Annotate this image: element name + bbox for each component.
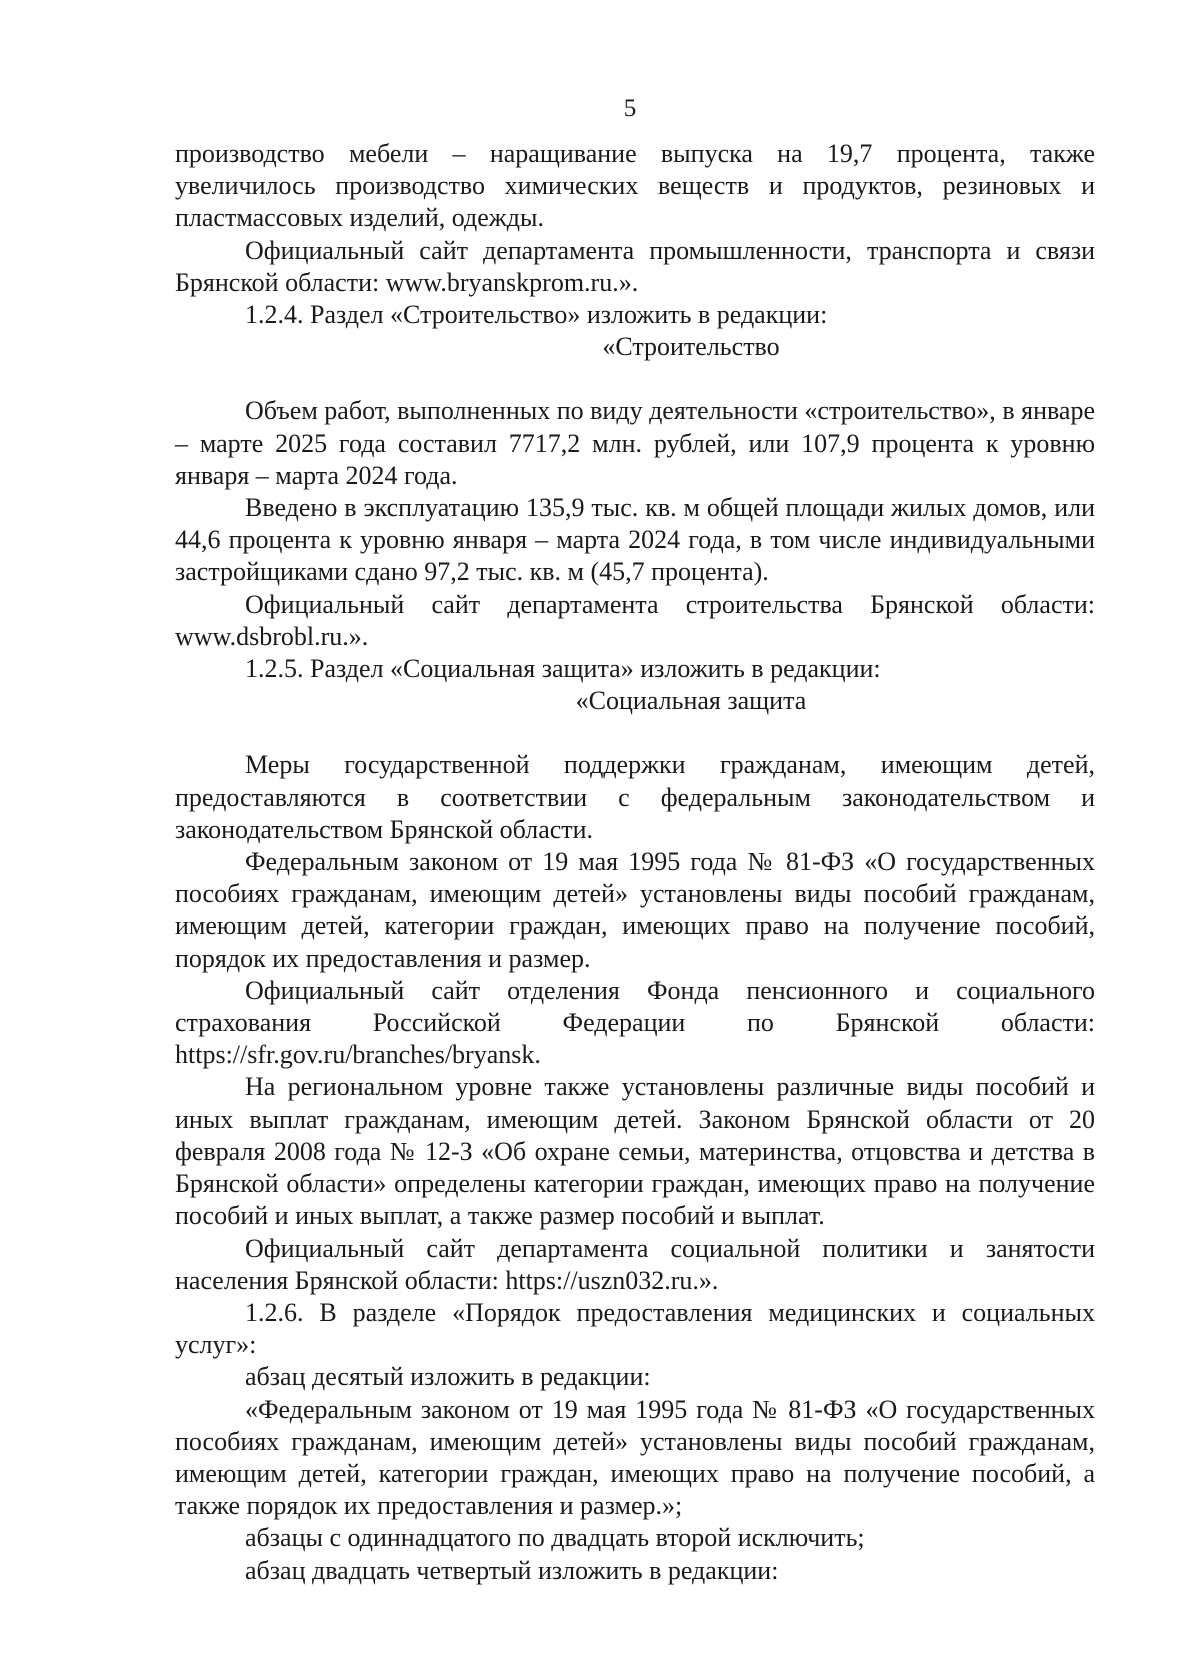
paragraph-federal-law-81: Федеральным законом от 19 мая 1995 года № 81-ФЗ «О государственных пособиях гражданам, имеющим детей» установлены виды пособий гражданам, имеющим детей, категории граждан, имеющих право на получение пособий, порядок их предоставления и размер.: [175, 847, 1095, 973]
heading-social-protection: «Социальная защита: [575, 686, 807, 716]
paragraph-construction-volume: Объем работ, выполненных по виду деятельности «строительство», в январе – марте 2025 года составил 7717,2 млн. рублей, или 107,9 процента к уровню января – марта 2024 года.: [175, 396, 1095, 490]
page-number: 5: [623, 95, 637, 122]
paragraph-tenth-abzac: абзац десятый изложить в редакции:: [245, 1362, 651, 1392]
paragraph-housing-commissioned: Введено в эксплуатацию 135,9 тыс. кв. м общей площади жилых домов, или 44,6 процента к уровню января – марта 2024 года, в том числе индивидуальными застройщиками сдано 97,2 тыс. кв. м (45,7 процента).: [175, 493, 1095, 587]
heading-construction: «Строительство: [602, 332, 780, 362]
paragraph-dsbrobl-site: Официальный сайт департамента строительства Брянской области: www.dsbrobl.ru.».: [175, 589, 1095, 651]
paragraph-state-support: Меры государственной поддержки гражданам, имеющим детей, предоставляются в соответствии с федеральным законодательством и законодательством Брянской области.: [175, 750, 1095, 844]
paragraph-sfr-site: Официальный сайт отделения Фонда пенсионного и социального страхования Российской Федерации по Брянской области: https://sfr.gov.ru/branches/bryansk.: [175, 975, 1095, 1070]
paragraph-twenty-fourth-abzac: абзац двадцать четвертый изложить в редакции:: [245, 1555, 779, 1585]
paragraph-furniture-production: производство мебели – наращивание выпуска на 19,7 процента, также увеличилось производство химических веществ и продуктов, резиновых и пластмассовых изделий, одежды.: [175, 139, 1095, 233]
paragraph-section-1-2-5: 1.2.5. Раздел «Социальная защита» изложить в редакции:: [245, 654, 881, 684]
paragraph-bryanskprom-site: Официальный сайт департамента промышленности, транспорта и связи Брянской области: www.bryanskprom.ru.».: [175, 235, 1095, 297]
paragraph-federal-law-81-quote: «Федеральным законом от 19 мая 1995 года № 81-ФЗ «О государственных пособиях гражданам, имеющим детей» установлены виды пособий гражданам, имеющим детей, категории граждан, имеющих право на получение пособий, а также порядок их предоставления и размер.»;: [175, 1394, 1095, 1521]
paragraph-uszn-site: Официальный сайт департамента социальной политики и занятости населения Брянской области: https://uszn032.ru.».: [175, 1233, 1095, 1295]
paragraph-section-1-2-6: 1.2.6. В разделе «Порядок предоставления медицинских и социальных услуг»:: [175, 1297, 1095, 1360]
paragraph-regional-benefits: На региональном уровне также установлены различные виды пособий и иных выплат гражданам, имеющим детей. Законом Брянской области от 20 февраля 2008 года № 12-З «Об охране семьи, материнства, отцовства и детства в Брянской области» определены категории граждан, имеющих право на получение пособий и иных выплат, а также размер пособий и выплат.: [175, 1072, 1095, 1231]
paragraph-exclude-abzacs: абзацы с одиннадцатого по двадцать второй исключить;: [245, 1523, 865, 1553]
document-body: [175, 138, 1095, 1587]
paragraph-section-1-2-4: 1.2.4. Раздел «Строительство» изложить в редакции:: [245, 300, 828, 330]
